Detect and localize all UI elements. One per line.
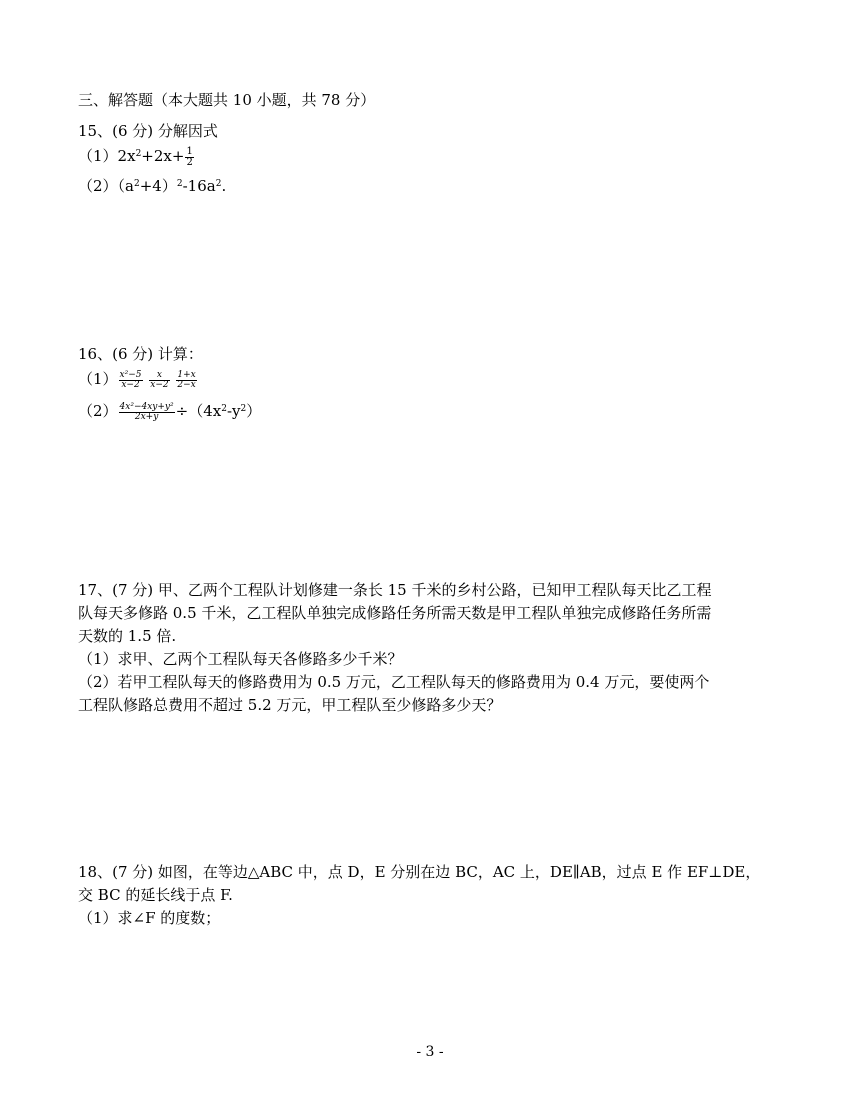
q15-part2-label: （2） (78, 177, 118, 195)
q17-part1: （1）求甲、乙两个工程队每天各修路多少千米？ (78, 650, 403, 668)
q15-part2-exp3: 2 (215, 179, 222, 189)
q17-part2-line-2: 工程队修路总费用不超过 5.2 万元，甲工程队至少修路多少天？ (78, 696, 502, 714)
q17-line-2: 队每天多修路 0.5 千米，乙工程队单独完成修路任务所需天数是甲工程队单独完成修路任务所需 (78, 604, 712, 622)
fraction-numerator: x (149, 371, 169, 381)
fraction-denominator: x−2 (150, 379, 169, 390)
q16-part1 (78, 368, 198, 390)
q18-line-2: 交 BC 的延长线于点 F. (78, 886, 233, 904)
q16-part2-tail-a: （4x (188, 402, 222, 420)
q15-part2-open: （a (117, 177, 134, 195)
q16-part2-exp1: 2 (221, 404, 227, 414)
q17-part2-line-1: （2）若甲工程队每天的修路费用为 0.5 万元，乙工程队每天的修路费用为 0.4 万元，要使两个 (78, 673, 710, 691)
q17-line-3: 天数的 1.5 倍. (78, 627, 177, 645)
q15-part2-exp1: 2 (134, 179, 140, 189)
q15-part2 (78, 175, 226, 197)
q16-part2-label: （2） (78, 402, 118, 420)
q16-part2-exp2: 2 (240, 404, 247, 414)
fraction-numerator: 4x²−4xy+y² (119, 401, 174, 412)
fraction-numerator: 1 (186, 145, 193, 157)
q15-part1-fraction (185, 147, 193, 168)
section-title: 三、解答题（本大题共 10 小题，共 78 分） (78, 91, 376, 109)
q18-part1: （1）求∠F 的度数； (78, 909, 221, 927)
q16-title: 16、(6 分) 计算： (78, 345, 203, 363)
fraction-numerator: x²−5 (119, 369, 142, 380)
q16-part1-fraction-1 (119, 371, 143, 390)
fraction-denominator: 2x+y (134, 411, 159, 422)
q16-part1-label: （1） (78, 370, 118, 388)
q16-part1-fraction-3 (176, 371, 196, 390)
q16-part2-fraction (119, 403, 175, 422)
q15-part1-expr-b: +2x+ (141, 147, 185, 165)
q15-part1 (78, 145, 195, 168)
q18-line-1: 18、(7 分) 如图，在等边△ABC 中，点 D，E 分别在边 BC，AC 上，DE∥AB，过点 E 作 EF⊥DE， (78, 863, 761, 881)
q15-part2-tail: -16a (182, 177, 216, 195)
q16-part2-tail-b: -y (226, 402, 241, 420)
q15-part1-exp: 2 (135, 149, 142, 159)
q17-line-1: 17、(7 分) 甲、乙两个工程队计划修建一条长 15 千米的乡村公路，已知甲工程队每天比乙工程 (78, 581, 712, 599)
q15-part2-end: . (221, 177, 227, 195)
fraction-numerator: 1+x (177, 369, 196, 380)
fraction-denominator: x−2 (121, 379, 140, 390)
q16-part1-fraction-2 (149, 371, 169, 390)
q16-part2 (78, 400, 261, 422)
q15-part1-label: （1） (78, 147, 118, 165)
q15-part2-mid: +4） (139, 177, 177, 195)
q15-part1-expr-a: 2x (117, 147, 136, 165)
q15-part2-exp2: 2 (176, 179, 183, 189)
q16-part2-tail-c: ） (246, 402, 262, 420)
page-number: - 3 - (416, 1044, 444, 1060)
fraction-denominator: 2 (186, 156, 193, 168)
fraction-denominator: 2−x (177, 379, 196, 390)
division-sign: ÷ (175, 402, 189, 420)
q15-title: 15、(6 分) 分解因式 (78, 122, 218, 140)
